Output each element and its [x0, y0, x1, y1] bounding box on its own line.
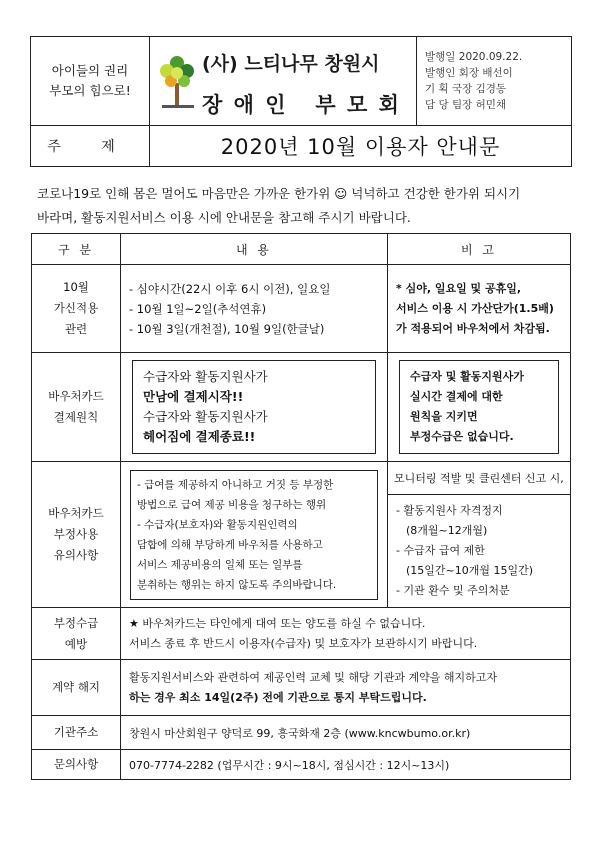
row-content [121, 462, 388, 608]
row-label-line: 가신적용 [53, 301, 99, 315]
table-header-row [32, 234, 571, 265]
subject-title: 2020년 10월 이용자 안내문 [150, 126, 572, 167]
note-line: 수급자 및 활동지원사가 [410, 370, 524, 383]
note-line: - 활동지원사 자격정지 [396, 504, 503, 517]
note-line: (15일간~10개월 15일간) [406, 564, 534, 577]
row-content [121, 353, 388, 462]
intro-line-1: 코로나19로 인해 몸은 멀어도 마음만은 가까운 한가위 ☺ 넉넉하고 건강한 한가위 되시기 [37, 186, 521, 201]
content-line: ★ 바우처카드는 타인에게 대여 또는 양도를 하실 수 없습니다. [129, 616, 426, 630]
slogan-line-2: 부모의 힘으로! [49, 83, 131, 98]
row-label [32, 462, 121, 608]
content-line: 활동지원서비스와 관련하여 제공인력 교체 및 해당 기관과 계약을 해지하고자 [129, 670, 498, 684]
content-line: 분취하는 행위는 하지 않도록 주의바랍니다. [137, 578, 337, 591]
slogan [31, 37, 150, 126]
row-content: 070-7774-2282 (업무시간 : 9시~18시, 점심시간 : 12시~13시) [121, 750, 571, 780]
note-line: 서비스 이용 시 가산단가(1.5배) [396, 301, 554, 315]
note-line: (8개월~12개월) [406, 524, 488, 537]
table-row [32, 716, 571, 750]
content-line: - 심야시간(22시 이후 6시 이전), 일요일 [129, 281, 331, 296]
row-label [32, 265, 121, 353]
note-line: - 수급자 급여 제한 [396, 544, 485, 557]
row-label-line: 10월 [63, 280, 89, 294]
manager: 담 당 팀장 허민채 [425, 99, 507, 111]
row-label-line: 부정수급 [53, 615, 99, 630]
row-label-line: 바우처카드 [48, 506, 104, 520]
note-line: 원칙을 지키면 [410, 410, 478, 423]
table-row [32, 353, 571, 462]
content-line: 서비스 제공비용의 일체 또는 일부를 [137, 558, 303, 571]
content-line: - 10월 3일(개천절), 10월 9일(한글날) [129, 321, 325, 336]
note-title: 모니터링 적발 및 클린센터 신고 시, [388, 462, 570, 495]
info-table [31, 233, 571, 780]
payment-rule-box [132, 360, 376, 454]
row-note [388, 353, 571, 462]
misuse-box [130, 470, 378, 600]
intro-text [37, 182, 567, 230]
row-label-line: 유의사항 [53, 548, 99, 562]
row-content [121, 660, 571, 716]
row-label [32, 608, 121, 660]
row-label: 문의사항 [32, 750, 121, 780]
payment-note-box [399, 360, 559, 454]
publisher: 발행인 회장 배선이 [425, 67, 513, 79]
table-row [32, 660, 571, 716]
content-line: 담합에 의해 부당하게 바우처를 사용하고 [137, 538, 323, 551]
publish-info [417, 37, 572, 126]
note-line: 부정수급은 없습니다. [410, 430, 514, 443]
org-name-bottom: 장 애 인 부 모 회 [202, 93, 401, 117]
note-line: - 기관 환수 및 주의처분 [396, 584, 510, 597]
planner: 기 획 국장 김경동 [425, 83, 507, 95]
header-note: 비 고 [388, 234, 571, 265]
row-label-line: 바우처카드 [48, 389, 104, 403]
intro-line-2: 바라며, 활동지원서비스 이용 시에 안내문을 참고해 주시기 바랍니다. [37, 210, 411, 225]
content-line: - 급여를 제공하지 아니하고 거짓 등 부정한 [137, 478, 334, 491]
note-line: * 심야, 일요일 및 공휴일, [396, 281, 522, 295]
header-table [30, 36, 572, 167]
row-content: 창원시 마산회원구 양덕로 99, 흥국화재 2층 (www.kncwbumo.or.kr) [121, 716, 571, 750]
row-label-line: 예방 [64, 636, 88, 651]
content-line: - 수급자(보호자)와 활동지원인력의 [137, 518, 298, 531]
content-line: 만남에 결제시작!! [143, 389, 244, 404]
note-line: 실시간 결제에 대한 [410, 390, 503, 403]
table-row [32, 608, 571, 660]
row-label [32, 353, 121, 462]
row-content [121, 265, 388, 353]
row-label-line: 부정사용 [53, 527, 99, 541]
header-category: 구 분 [32, 234, 121, 265]
content-line: 수급자와 활동지원사가 [143, 409, 268, 424]
org-name-top: (사) 느티나무 창원시 [202, 53, 380, 75]
tree-logo-icon [156, 49, 200, 113]
slogan-line-1: 아이들의 권리 [51, 63, 129, 78]
table-row [32, 265, 571, 353]
content-line: - 10월 1일~2일(추석연휴) [129, 301, 267, 316]
row-label: 기관주소 [32, 716, 121, 750]
row-note [388, 462, 571, 608]
publish-date: 발행일 2020.09.22. [425, 51, 523, 63]
row-note [388, 265, 571, 353]
row-content [121, 608, 571, 660]
row-label-line: 관련 [64, 322, 88, 336]
subject-label: 주 제 [31, 126, 150, 167]
content-line: 헤어짐에 결제종료!! [143, 429, 256, 444]
content-line: 하는 경우 최소 14일(2주) 전에 기관으로 통지 부탁드립니다. [129, 690, 427, 704]
org-logo-block [150, 37, 417, 126]
row-label: 계약 해지 [32, 660, 121, 716]
content-line: 서비스 종료 후 반드시 이용자(수급자) 및 보호자가 보관하시기 바랍니다. [129, 636, 478, 650]
row-label-line: 결제원칙 [53, 410, 99, 424]
content-line: 방법으로 급여 제공 비용을 청구하는 행위 [137, 498, 327, 511]
note-list [388, 495, 570, 607]
header-content: 내 용 [121, 234, 388, 265]
content-line: 수급자와 활동지원사가 [143, 369, 268, 384]
table-row [32, 750, 571, 780]
note-line: 가 적용되어 바우처에서 차감됨. [396, 321, 550, 335]
table-row [32, 462, 571, 608]
